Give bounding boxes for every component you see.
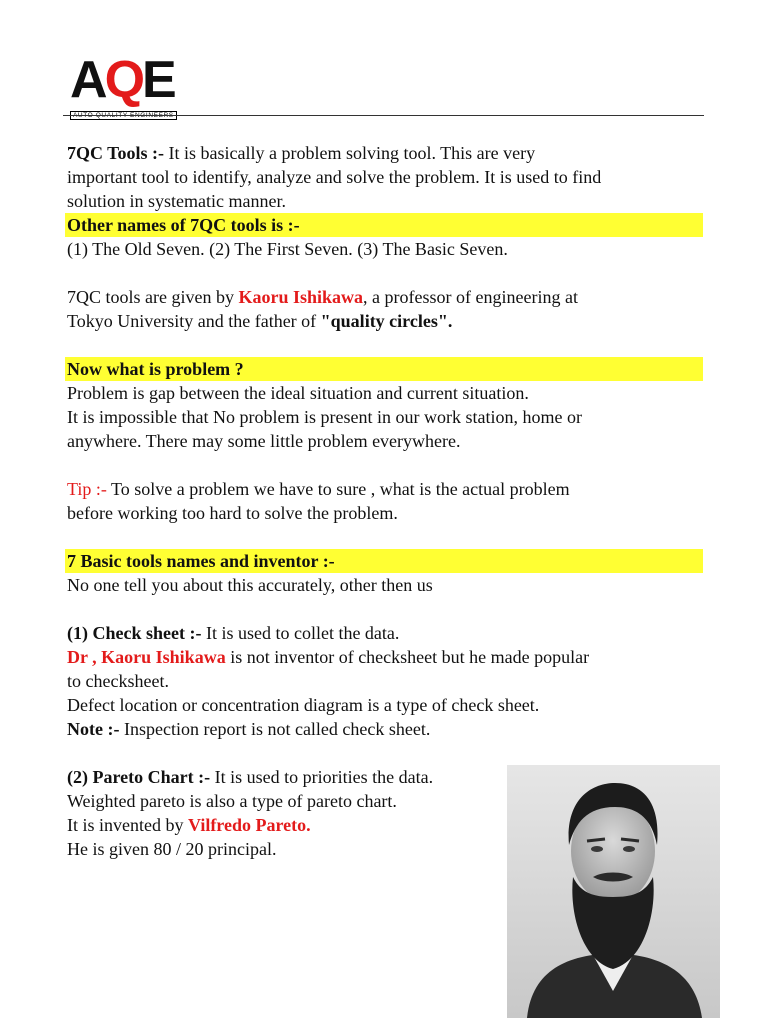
intro-line-2: important tool to identify, analyze and solve the problem. It is used to find bbox=[67, 167, 602, 187]
problem-line-2: It is impossible that No problem is present in our work station, home or bbox=[67, 407, 582, 427]
logo-letter-q: Q bbox=[104, 51, 143, 109]
check-sheet-text-2: is not inventor of checksheet but he made popular bbox=[225, 647, 590, 667]
pareto-term: (2) Pareto Chart :- bbox=[67, 767, 211, 787]
tip-text-1: To solve a problem we have to sure , what is the actual problem bbox=[106, 479, 570, 499]
problem-heading: Now what is problem ? bbox=[65, 357, 703, 381]
given-by-line-1 bbox=[67, 285, 707, 309]
note-label: Note :- bbox=[67, 719, 120, 739]
pareto-name: Vilfredo Pareto. bbox=[187, 815, 311, 835]
logo-letter-a: A bbox=[70, 51, 105, 109]
document-body bbox=[67, 141, 707, 861]
logo-letter-e: E bbox=[142, 51, 174, 109]
company-logo bbox=[70, 51, 205, 119]
spacer bbox=[67, 453, 707, 477]
spacer bbox=[67, 333, 707, 357]
logo-letters bbox=[70, 51, 205, 109]
basic-tools-heading: 7 Basic tools names and inventor :- bbox=[65, 549, 703, 573]
problem-line-3: anywhere. There may some little problem everywhere. bbox=[67, 431, 461, 451]
intro-line-1 bbox=[67, 141, 707, 165]
spacer bbox=[67, 741, 707, 765]
given-by-pre: 7QC tools are given by bbox=[67, 287, 239, 307]
header-divider bbox=[63, 115, 704, 116]
problem-line-1: Problem is gap between the ideal situation and current situation. bbox=[67, 383, 529, 403]
check-sheet-note bbox=[67, 717, 707, 741]
dr-ishikawa-name: Dr , Kaoru Ishikawa bbox=[67, 647, 226, 667]
check-sheet-line-2 bbox=[67, 645, 707, 669]
other-names-list: (1) The Old Seven. (2) The First Seven. (3) The Basic Seven. bbox=[67, 239, 508, 259]
intro-text-1: It is basically a problem solving tool. This are very bbox=[164, 143, 536, 163]
note-text: Inspection report is not called check sheet. bbox=[119, 719, 431, 739]
given-by-post: , a professor of engineering at bbox=[363, 287, 578, 307]
tip-line-2: before working too hard to solve the problem. bbox=[67, 503, 398, 523]
pareto-line-2: Weighted pareto is also a type of pareto chart. bbox=[67, 791, 397, 811]
check-sheet-line-4: Defect location or concentration diagram is a type of check sheet. bbox=[67, 695, 540, 715]
pareto-line-4: He is given 80 / 20 principal. bbox=[67, 839, 277, 859]
basic-tools-line-1: No one tell you about this accurately, other then us bbox=[67, 575, 433, 595]
pareto-text-1: It is used to priorities the data. bbox=[210, 767, 434, 787]
intro-term: 7QC Tools :- bbox=[67, 143, 165, 163]
logo-tagline: AUTO QUALITY ENGINEERS bbox=[70, 111, 177, 120]
ishikawa-name: Kaoru Ishikawa bbox=[238, 287, 364, 307]
tip-line-1 bbox=[67, 477, 707, 501]
spacer bbox=[67, 525, 707, 549]
tip-label: Tip :- bbox=[67, 479, 107, 499]
pareto-text-3: It is invented by bbox=[67, 815, 188, 835]
check-sheet-term: (1) Check sheet :- bbox=[67, 623, 202, 643]
other-names-heading: Other names of 7QC tools is :- bbox=[65, 213, 703, 237]
quality-circles: "quality circles". bbox=[320, 311, 453, 331]
given-by-line2-pre: Tokyo University and the father of bbox=[67, 311, 321, 331]
intro-line-3: solution in systematic manner. bbox=[67, 191, 286, 211]
check-sheet-line-3: to checksheet. bbox=[67, 671, 169, 691]
check-sheet-line-1 bbox=[67, 621, 707, 645]
check-sheet-text-1: It is used to collet the data. bbox=[201, 623, 400, 643]
pareto-portrait-image bbox=[507, 765, 720, 1018]
spacer bbox=[67, 261, 707, 285]
spacer bbox=[67, 597, 707, 621]
given-by-line-2 bbox=[67, 309, 707, 333]
